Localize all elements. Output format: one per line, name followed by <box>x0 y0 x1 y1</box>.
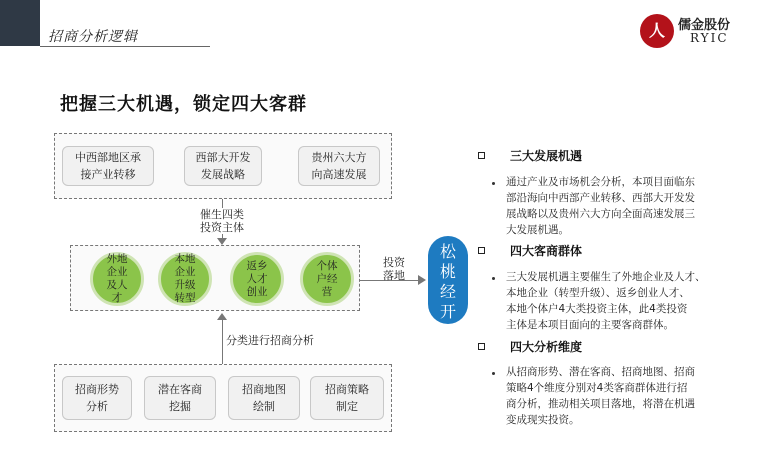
arrow-down-icon <box>217 238 227 245</box>
section-1-line-2: 部沿海向中西部产业转移、西部大开发发 <box>506 192 695 204</box>
section-1-line-4: 大发展机遇。 <box>506 224 569 236</box>
dimension-4-line-2: 制定 <box>336 400 358 413</box>
square-bullet-icon <box>478 247 485 254</box>
logo-name: 儒金股份 <box>678 18 731 33</box>
header-accent-block <box>0 0 40 46</box>
target-char-2: 桃 <box>439 262 456 281</box>
connector-bottom-label: 分类进行招商分析 <box>226 334 314 347</box>
connector-top-label <box>190 208 254 234</box>
logo-subtitle: RYIC <box>690 31 729 45</box>
dimension-pill-1 <box>62 376 132 420</box>
arrow-right-icon <box>418 275 426 285</box>
investor-1-line-2: 企业 <box>106 266 128 278</box>
investor-2-line-4: 转型 <box>174 292 196 304</box>
dimension-2-line-1: 潜在客商 <box>158 383 202 396</box>
section-2-line-1: 三大发展机遇主要催生了外地企业及人才、 <box>506 271 706 283</box>
dimension-pill-3 <box>228 376 300 420</box>
connector-right-label <box>374 256 414 282</box>
logo-emblem-glyph: 人 <box>648 21 665 40</box>
page-header-title: 招商分析逻辑 <box>48 29 138 45</box>
section-heading-3: 四大分析维度 <box>510 340 583 354</box>
opportunity-2-line-1: 西部大开发 <box>195 151 251 164</box>
investor-circle-2 <box>158 252 212 306</box>
dimension-pill-4 <box>310 376 384 420</box>
opportunity-pill-1 <box>62 146 154 186</box>
investor-circle-1 <box>90 252 144 306</box>
investor-circle-3 <box>230 252 284 306</box>
opportunity-1-line-2: 接产业转移 <box>80 168 136 181</box>
investor-3-line-1: 返乡 <box>246 259 268 272</box>
investor-2-line-1: 本地 <box>174 253 196 265</box>
dimension-1-line-2: 分析 <box>86 400 108 413</box>
opportunity-pill-2 <box>184 146 262 186</box>
arrow-up-icon <box>217 313 227 320</box>
section-3-line-3: 商分析，推动相关项目落地，将潜在机遇 <box>506 398 695 410</box>
opportunity-3-line-1: 贵州六大方 <box>311 151 367 164</box>
section-3-line-1: 从招商形势、潜在客商、招商地图、招商 <box>506 366 695 378</box>
dimension-1-line-1: 招商形势 <box>75 383 119 396</box>
target-char-4: 开 <box>439 302 456 321</box>
section-body-1 <box>506 174 742 238</box>
investor-3-line-2: 人才 <box>246 272 268 285</box>
connector-line-bottom <box>222 318 223 364</box>
investor-1-line-3: 及人 <box>106 279 128 291</box>
target-char-1: 松 <box>439 242 456 261</box>
connector-right-label-line-1: 投资 <box>383 256 405 269</box>
section-3-line-2: 策略4个维度分别对4类客商群体进行招 <box>506 382 688 394</box>
square-bullet-icon <box>478 343 485 350</box>
main-title: 把握三大机遇，锁定四大客群 <box>60 94 307 115</box>
investor-circle-4 <box>300 252 354 306</box>
dimension-3-line-2: 绘制 <box>253 400 275 413</box>
investor-4-line-1: 个体 <box>316 259 338 272</box>
investor-1-line-4: 才 <box>111 292 123 304</box>
investor-1-line-1: 外地 <box>106 253 128 265</box>
connector-right-label-line-2: 落地 <box>383 269 405 282</box>
section-2-line-4: 主体是本项目面向的主要客商群体。 <box>506 319 674 331</box>
section-heading-1: 三大发展机遇 <box>510 149 583 163</box>
investor-2-line-3: 升级 <box>174 279 196 291</box>
square-bullet-icon <box>478 152 485 159</box>
opportunity-pill-3 <box>298 146 380 186</box>
dimension-4-line-1: 招商策略 <box>325 383 369 396</box>
dimension-3-line-1: 招商地图 <box>242 383 286 396</box>
section-body-3 <box>506 364 742 428</box>
bullet-dot-icon <box>492 372 495 375</box>
section-1-line-3: 展战略以及贵州六大方向全面高速发展三 <box>506 208 695 220</box>
target-char-3: 经 <box>439 282 456 301</box>
connector-top-label-line-2: 投资主体 <box>200 221 244 234</box>
dimension-pill-2 <box>144 376 216 420</box>
investor-3-line-3: 创业 <box>246 285 268 298</box>
dimension-2-line-2: 挖掘 <box>169 400 191 413</box>
opportunity-2-line-2: 发展战略 <box>201 168 245 181</box>
investor-2-line-2: 企业 <box>174 266 196 278</box>
bullet-dot-icon <box>492 277 495 280</box>
opportunity-3-line-2: 向高速发展 <box>311 168 367 181</box>
section-3-line-4: 变成现实投资。 <box>506 414 580 426</box>
section-2-line-2: 本地企业（转型升级）、返乡创业人才、 <box>506 287 690 299</box>
target-zone-oval <box>428 236 468 324</box>
section-1-line-1: 通过产业及市场机会分析，本项目面临东 <box>506 176 695 188</box>
connector-top-label-line-1: 催生四类 <box>200 208 244 221</box>
section-heading-2: 四大客商群体 <box>510 244 583 258</box>
header-underline <box>40 46 210 47</box>
bullet-dot-icon <box>492 182 495 185</box>
section-2-line-3: 本地个体户4大类投资主体，此4类投资 <box>506 303 688 315</box>
section-body-2 <box>506 269 742 333</box>
investor-4-line-2: 户经 <box>316 272 338 285</box>
investor-4-line-3: 营 <box>321 285 333 298</box>
opportunity-1-line-1: 中西部地区承 <box>75 151 141 164</box>
